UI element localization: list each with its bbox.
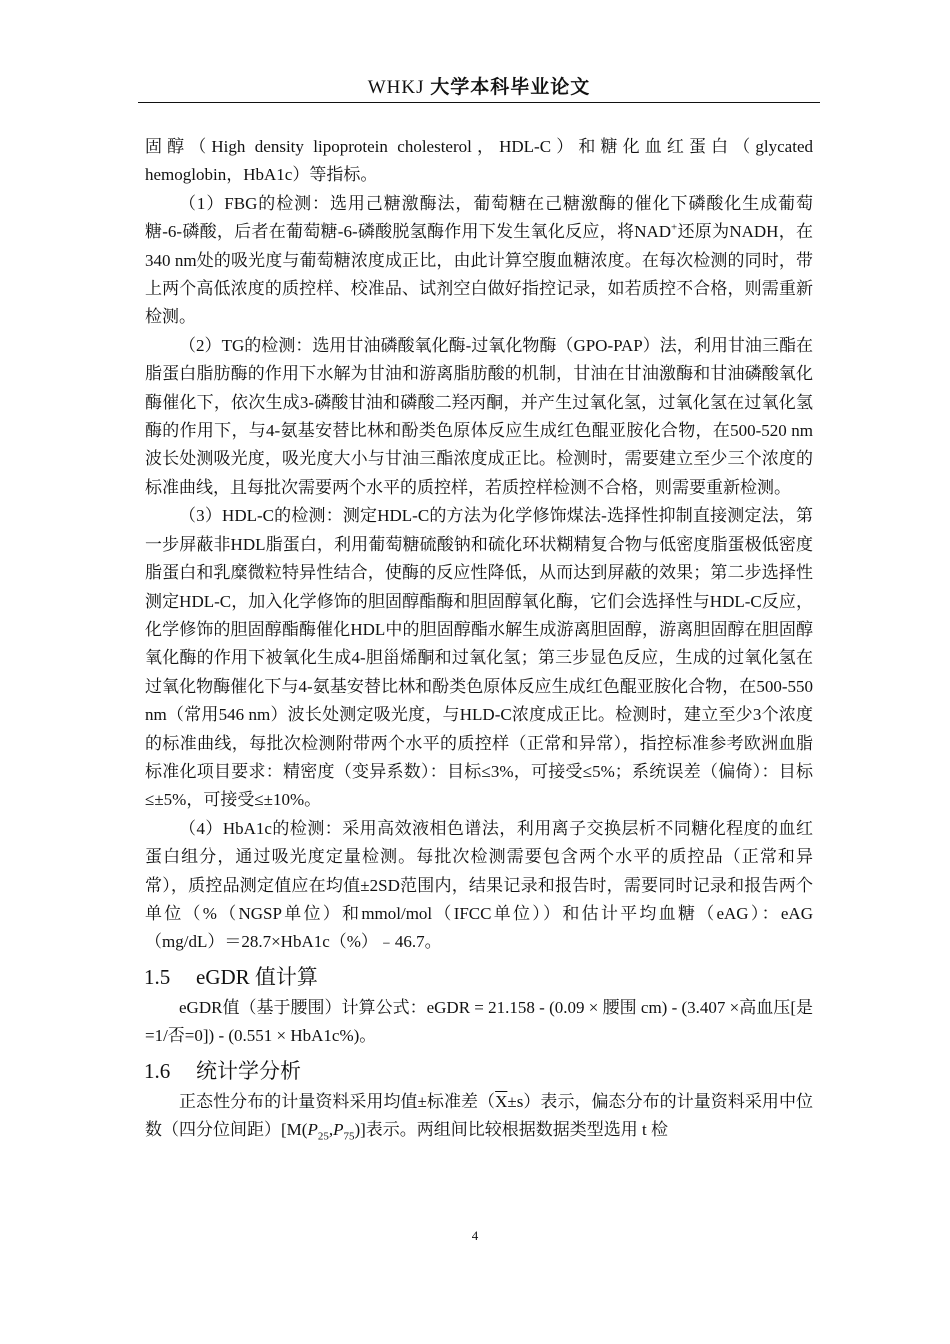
header-title: 大学本科毕业论文: [430, 77, 591, 98]
section-heading-1-5: [144, 960, 813, 994]
page-number: 4: [471, 1228, 479, 1243]
paragraph-fbg: （1）FBG的检测：选用己糖激酶法，葡萄糖在己糖激酶的催化下磷酸化生成葡萄糖-6-磷酸，后者在葡萄糖-6-磷酸脱氢酶作用下发生氧化反应，将NAD+还原为NADH，在340 nm处的吸光度与葡萄糖浓度成正比，由此计算空腹血糖浓度。在每次检测的同时，带上两个高低浓度的质控样、校准品、试剂空白做好指控记录，如若质控不合格，则需重新检测。: [145, 193, 813, 327]
section-heading-1-6: [144, 1054, 813, 1088]
superscript-plus: +: [671, 221, 678, 234]
paragraph-hba1c: （4）HbA1c的检测：采用高效液相色谱法，利用离子交换层析不同糖化程度的血红蛋白组分，通过吸光度定量检测。每批次检测需要包含两个水平的质控品（正常和异常），质控品测定值应在均值±2SD范围内，结果记录和报告时，需要同时记录和报告两个单位（%（NGSP单位）和mmol/mol（IFCC单位））和估计平均血糖（eAG）：eAG（mg/dL）＝28.7×HbA1c（%）﹣46.7。: [145, 818, 813, 952]
header-rule: [138, 102, 820, 103]
section-number: 1.6: [144, 1058, 171, 1083]
header-prefix: WHKJ: [367, 77, 431, 98]
paragraph-egdr: eGDR值（基于腰围）计算公式：eGDR = 21.158 - (0.09 × 腰围 cm) - (3.407 ×高血压[是=1/否=0]) - (0.551 × HbA1c%)。: [145, 997, 813, 1046]
paragraph-continued: 固醇（High density lipoprotein cholesterol，HDL-C）和糖化血红蛋白（glycated hemoglobin，HbA1c）等指标。: [145, 137, 813, 185]
page-header: [138, 72, 820, 102]
section-title: eGDR 值计算: [196, 964, 318, 989]
section-title: 统计学分析: [196, 1058, 301, 1083]
page-body: [145, 133, 813, 1144]
paragraph-tg: （2）TG的检测：选用甘油磷酸氧化酶-过氧化物酶（GPO-PAP）法，利用甘油三酯在脂蛋白脂肪酶的作用下水解为甘油和游离脂肪酸的机制，甘油在甘油激酶和甘油磷酸氧化酶催化下，依次生成3-磷酸甘油和磷酸二羟丙酮，并产生过氧化氢，过氧化氢在过氧化氢酶的作用下，与4-氨基安替比林和酚类色原体反应生成红色醌亚胺化合物，在500-520 nm波长处测吸光度，吸光度大小与甘油三酯浓度成正比。检测时，需要建立至少三个浓度的标准曲线，且每批次需要两个水平的质控样，若质控样检测不合格，则需要重新检测。: [145, 335, 813, 497]
paragraph-statistics: 正态性分布的计量资料采用均值±标准差$(\overline{X}\pm s)$表示，偏态分布的计量资料采用中位数（四分位间距）$[M(P_{25},P_{75})]$表示。两组间比较根据数据类型选用 t 检: [145, 1091, 813, 1143]
section-number: 1.5: [144, 964, 171, 989]
paragraph-hdlc: （3）HDL-C的检测：测定HDL-C的方法为化学修饰煤法-选择性抑制直接测定法，第一步屏蔽非HDL脂蛋白，利用葡萄糖硫酸钠和硫化环状糊精复合物与低密度脂蛋极低密度脂蛋白和乳糜微粒特异性结合，使酶的反应性降低，从而达到屏蔽的效果；第二步选择性测定HDL-C，加入化学修饰的胆固醇酯酶和胆固醇氧化酶，它们会选择性与HDL-C反应，化学修饰的胆固醇酯酶催化HDL中的胆固醇酯水解生成游离胆固醇，游离胆固醇在胆固醇氧化酶的作用下被氧化生成4-胆甾烯酮和过氧化氢；第三步显色反应，生成的过氧化氢在过氧化物酶催化下与4-氨基安替比林和酚类色原体反应生成红色醌亚胺化合物，在500-550 nm（常用546 nm）波长处测定吸光度，与HLD-C浓度成正比。检测时，建立至少3个浓度的标准曲线，每批次检测附带两个水平的质控样（正常和异常），指控标准参考欧洲血脂标准化项目要求：精密度（变异系数）：目标≤3%，可接受≤5%；系统误差（偏倚）：目标≤±5%，可接受≤±10%。: [145, 506, 813, 810]
x-bar-symbol: $\overline{X}$: [495, 1091, 508, 1111]
